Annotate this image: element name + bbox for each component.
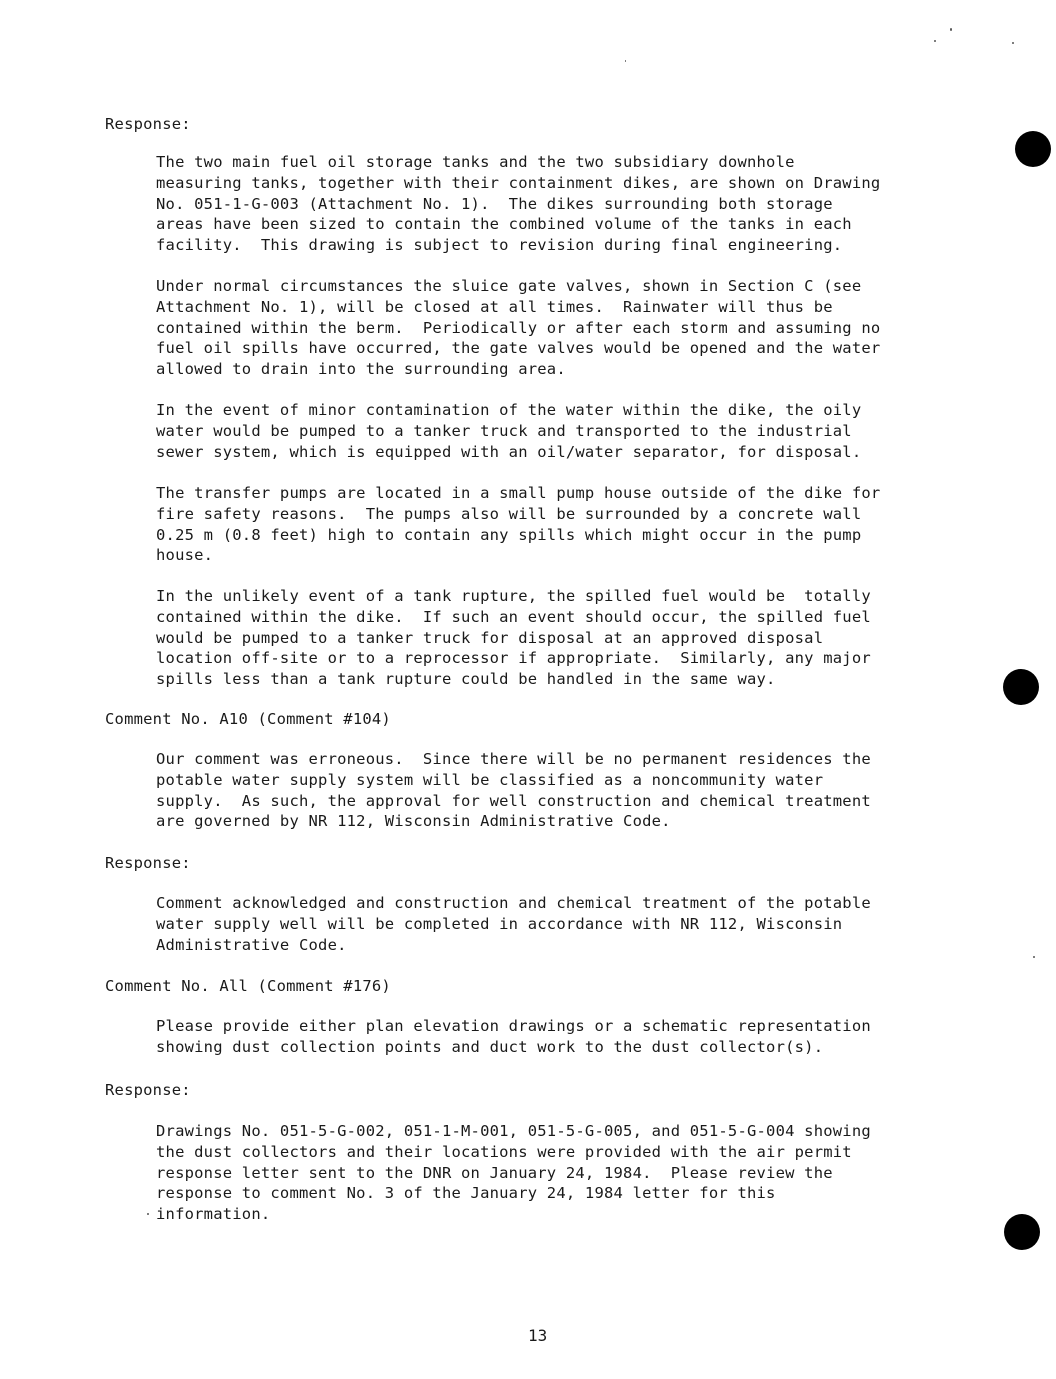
response-heading-3: Response: xyxy=(105,1081,191,1099)
text-line: areas have been sized to contain the combined volume of the tanks in each xyxy=(156,215,852,234)
paragraph-minor-contamination xyxy=(156,400,956,462)
text-line: allowed to drain into the surrounding area. xyxy=(156,360,566,379)
text-line: In the event of minor contamination of the water within the dike, the oily xyxy=(156,401,862,419)
text-line: potable water supply system will be classified as a noncommunity water xyxy=(156,770,824,789)
text-line: fuel oil spills have occurred, the gate valves would be opened and the water xyxy=(156,339,881,358)
paragraph-fuel-tanks xyxy=(156,152,956,256)
text-line: supply. As such, the approval for well construction and chemical treatment xyxy=(156,791,871,810)
text-line: The two main fuel oil storage tanks and the two subsidiary downhole xyxy=(156,153,795,171)
text-line: Attachment No. 1), will be closed at all times. Rainwater will thus be xyxy=(156,297,833,316)
text-line: fire safety reasons. The pumps also will be surrounded by a concrete wall xyxy=(156,504,862,523)
text-line: In the unlikely event of a tank rupture, the spilled fuel would be totally xyxy=(156,587,871,605)
text-line: would be pumped to a tanker truck for disposal at an approved disposal xyxy=(156,628,824,647)
text-line: water supply well will be completed in accordance with NR 112, Wisconsin xyxy=(156,914,843,933)
text-line: Please provide either plan elevation drawings or a schematic representation xyxy=(156,1017,871,1035)
text-line: The transfer pumps are located in a small pump house outside of the dike for xyxy=(156,484,881,502)
punch-hole-top xyxy=(1015,131,1051,167)
scan-speck xyxy=(950,28,952,31)
paragraph-transfer-pumps xyxy=(156,483,956,566)
paragraph-sluice-gates xyxy=(156,276,956,380)
text-line: the dust collectors and their locations were provided with the air permit xyxy=(156,1142,852,1161)
comment-heading-a11: Comment No. All (Comment #176) xyxy=(105,977,391,995)
comment-heading-a10: Comment No. A10 (Comment #104) xyxy=(105,710,391,728)
text-line: facility. This drawing is subject to revision during final engineering. xyxy=(156,236,843,255)
response-heading-2: Response: xyxy=(105,854,191,872)
text-line: spills less than a tank rupture could be handled in the same way. xyxy=(156,670,776,689)
text-line: showing dust collection points and duct work to the dust collector(s). xyxy=(156,1037,824,1056)
text-line: contained within the dike. If such an event should occur, the spilled fuel xyxy=(156,607,871,626)
text-line: water would be pumped to a tanker truck and transported to the industrial xyxy=(156,421,852,440)
scan-speck xyxy=(1033,956,1035,958)
text-line: contained within the berm. Periodically or after each storm and assuming no xyxy=(156,318,881,337)
text-line: Drawings No. 051-5-G-002, 051-1-M-001, 051-5-G-005, and 051-5-G-004 showing xyxy=(156,1122,871,1140)
page-number: 13 xyxy=(528,1326,548,1345)
scan-speck xyxy=(147,1213,149,1215)
text-line: measuring tanks, together with their containment dikes, are shown on Drawing xyxy=(156,173,881,192)
paragraph-comment-a10 xyxy=(156,749,956,832)
scan-speck xyxy=(625,60,626,62)
scan-speck xyxy=(934,40,936,42)
scan-speck xyxy=(1012,42,1014,44)
text-line: are governed by NR 112, Wisconsin Administrative Code. xyxy=(156,812,671,831)
text-line: location off-site or to a reprocessor if appropriate. Similarly, any major xyxy=(156,649,871,668)
text-line: response to comment No. 3 of the January 24, 1984 letter for this xyxy=(156,1184,776,1203)
text-line: Our comment was erroneous. Since there will be no permanent residences the xyxy=(156,750,871,768)
paragraph-response-a11 xyxy=(156,1121,956,1225)
text-line: Administrative Code. xyxy=(156,935,347,954)
text-line: information. xyxy=(156,1205,271,1224)
paragraph-comment-a11 xyxy=(156,1016,956,1058)
paragraph-response-a10 xyxy=(156,893,956,955)
text-line: 0.25 m (0.8 feet) high to contain any spills which might occur in the pump xyxy=(156,525,862,544)
punch-hole-middle xyxy=(1003,669,1039,705)
response-heading-1: Response: xyxy=(105,115,191,133)
text-line: No. 051-1-G-003 (Attachment No. 1). The dikes surrounding both storage xyxy=(156,194,833,213)
punch-hole-bottom xyxy=(1004,1214,1040,1250)
text-line: response letter sent to the DNR on January 24, 1984. Please review the xyxy=(156,1163,833,1182)
text-line: Comment acknowledged and construction and chemical treatment of the potable xyxy=(156,894,871,912)
text-line: house. xyxy=(156,546,214,565)
text-line: sewer system, which is equipped with an oil/water separator, for disposal. xyxy=(156,442,862,461)
paragraph-tank-rupture xyxy=(156,586,956,690)
text-line: Under normal circumstances the sluice gate valves, shown in Section C (see xyxy=(156,277,862,295)
